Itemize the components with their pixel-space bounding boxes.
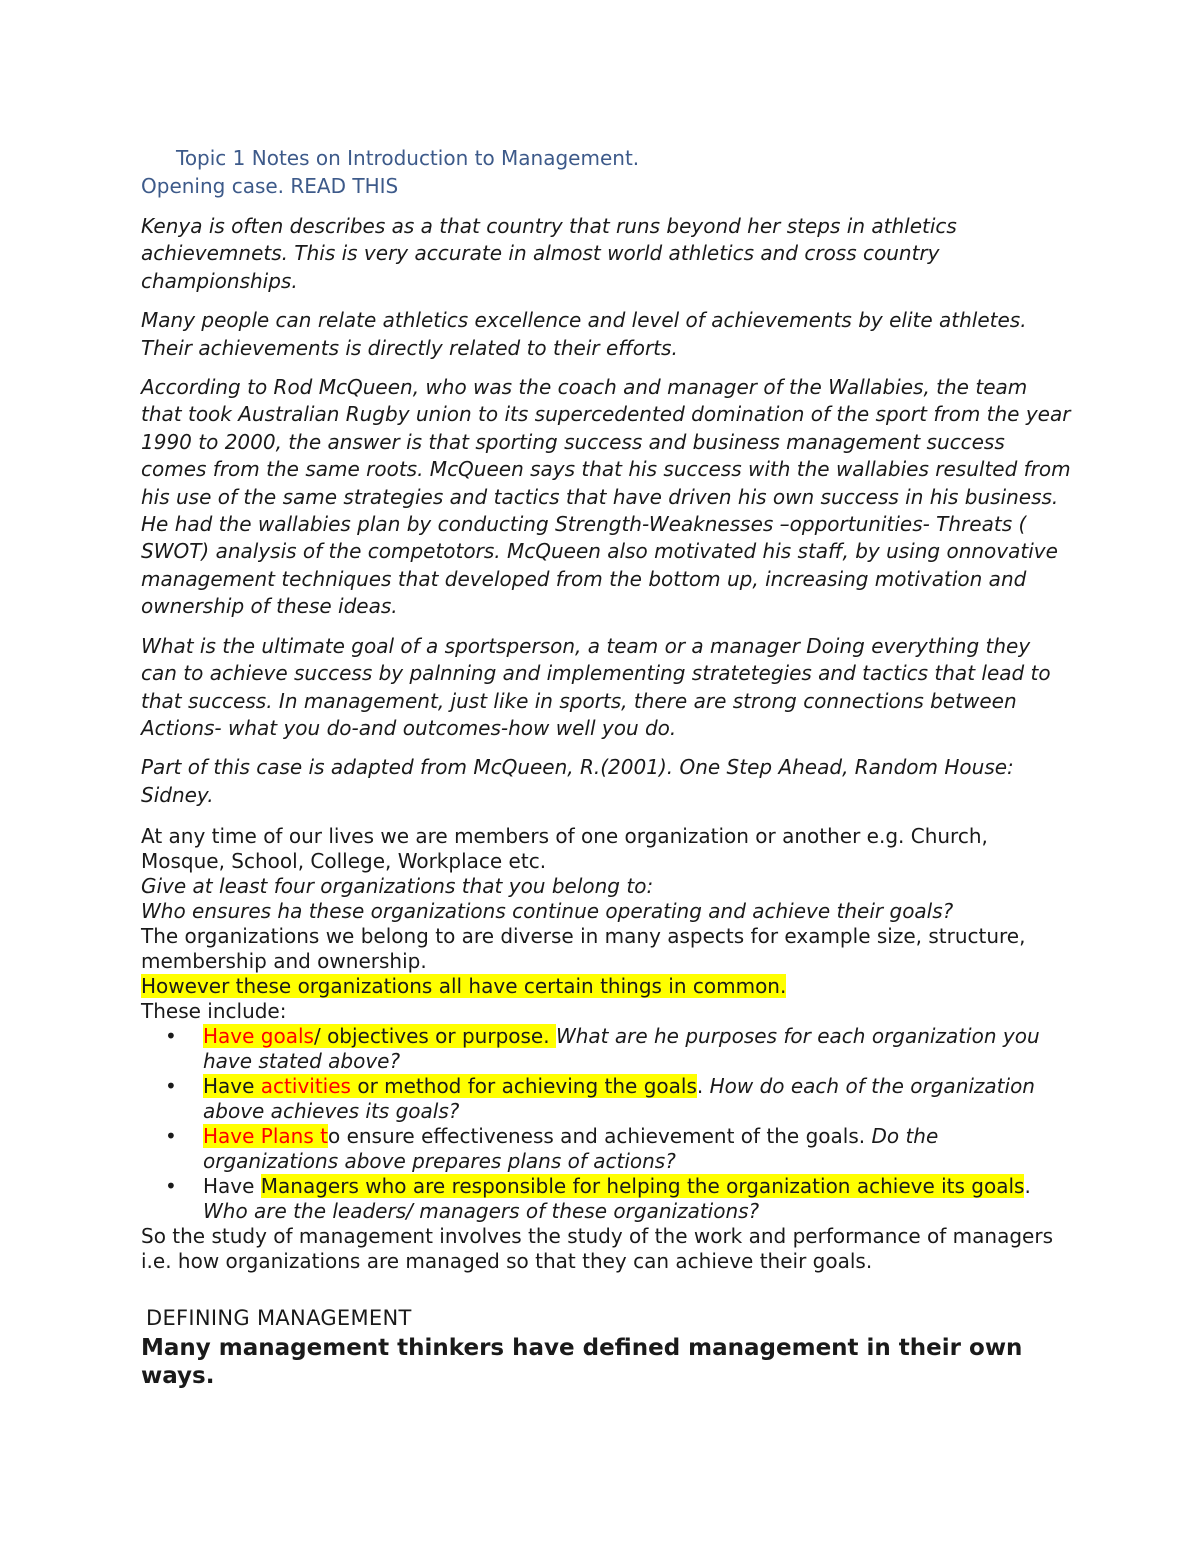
list-item — [141, 1074, 1071, 1124]
highlighted-text: activities — [260, 1074, 351, 1099]
list-item-question: How do each of the organization above achieves its goals? — [203, 1074, 1035, 1124]
list-item — [141, 1174, 1071, 1224]
common-features-list — [141, 1024, 1071, 1224]
intro-paragraph: At any time of our lives we are members of one organization or another e.g. Church, Mosque, School, College, Workplace etc. — [141, 824, 988, 874]
section-heading: DEFINING MANAGEMENT — [146, 1306, 412, 1331]
case-paragraph-4: What is the ultimate goal of a sportsperson, a team or a manager Doing everything they can to achieve success by palnning and implementing stratetegies and tactics that lead to that success. In management, just like in sports, there are strong connections between Actions- what you do-and outcomes-how well you do. — [141, 633, 1051, 740]
highlighted-text: Have — [203, 1074, 261, 1099]
list-item-text: . — [696, 1074, 710, 1099]
case-citation: Part of this case is adapted from McQueen, R.(2001). One Step Ahead, Random House: Sidney. — [141, 755, 1014, 807]
highlighted-text: for achieving the goals — [467, 1074, 697, 1099]
common-things-line — [141, 974, 1071, 999]
case-paragraph-3: According to Rod McQueen, who was the coach and manager of the Wallabies, the team that took Australian Rugby union to its supercedented domination of the sport from the year 1990 to 2000, the answer is that sporting success and business management success comes from the same roots. McQueen says that his success with the wallabies resulted from his use of the same strategies and tactics that have driven his own success in his business. He had the wallabies plan by conducting Strength-Weaknesses –opportunities- Threats ( SWOT) analysis of the competotors. McQueen also motivated his staff, by using onnovative management techniques that developed from the bottom up, increasing motivation and ownership of these ideas. — [141, 375, 1071, 619]
document-content — [141, 144, 1071, 1390]
summary-paragraph: So the study of management involves the study of the work and performance of managers i.e. how organizations are managed so that they can achieve their goals. — [141, 1224, 1053, 1274]
list-item — [141, 1124, 1071, 1174]
bullet-icon: • — [165, 1074, 177, 1099]
bullet-icon: • — [165, 1174, 177, 1199]
these-include-line: These include: — [141, 999, 287, 1024]
list-item-question: What are he purposes for each organization you have stated above? — [203, 1024, 1040, 1074]
list-item-text: o ensure effectiveness and achievement of the goals. — [327, 1124, 872, 1149]
question-who-ensures: Who ensures ha these organizations continue operating and achieve their goals? — [141, 899, 954, 924]
section-subheading: Many management thinkers have defined management in their own ways. — [141, 1335, 1023, 1390]
bullet-icon: • — [165, 1124, 177, 1149]
bullet-icon: • — [165, 1024, 177, 1049]
case-paragraph-2: Many people can relate athletics excellence and level of achievements by elite athletes. Their achievements is directly related to their efforts. — [141, 308, 1027, 360]
page-title: Topic 1 Notes on Introduction to Management. — [176, 146, 640, 170]
case-paragraph-1: Kenya is often describes as a that country that runs beyond her steps in athletics achievemnets. This is very accurate in almost world athletics and cross country championships. — [141, 214, 957, 293]
diversity-paragraph: The organizations we belong to are diverse in many aspects for example size, structure, membership and ownership. — [141, 924, 1026, 974]
highlighted-text: Managers who are responsible for helping the organization achieve its goals — [260, 1174, 1025, 1199]
highlighted-text: Have goals — [203, 1024, 314, 1049]
list-item — [141, 1024, 1071, 1074]
highlighted-text: However these organizations all have certain things in common. — [141, 974, 787, 999]
page-subtitle: Opening case. READ THIS — [141, 174, 399, 198]
list-item-text: Have — [203, 1174, 261, 1199]
question-organizations: Give at least four organizations that you belong to: — [141, 874, 654, 899]
list-item-text: . — [1024, 1174, 1031, 1199]
list-item-question: Who are the leaders/ managers of these organizations? — [203, 1199, 760, 1224]
list-item-question: Do the organizations above prepares plans of actions? — [203, 1124, 939, 1174]
highlighted-text: / objectives or purpose. — [313, 1024, 556, 1049]
highlighted-text: or method — [350, 1074, 468, 1099]
highlighted-text: Have Plans t — [203, 1124, 328, 1149]
